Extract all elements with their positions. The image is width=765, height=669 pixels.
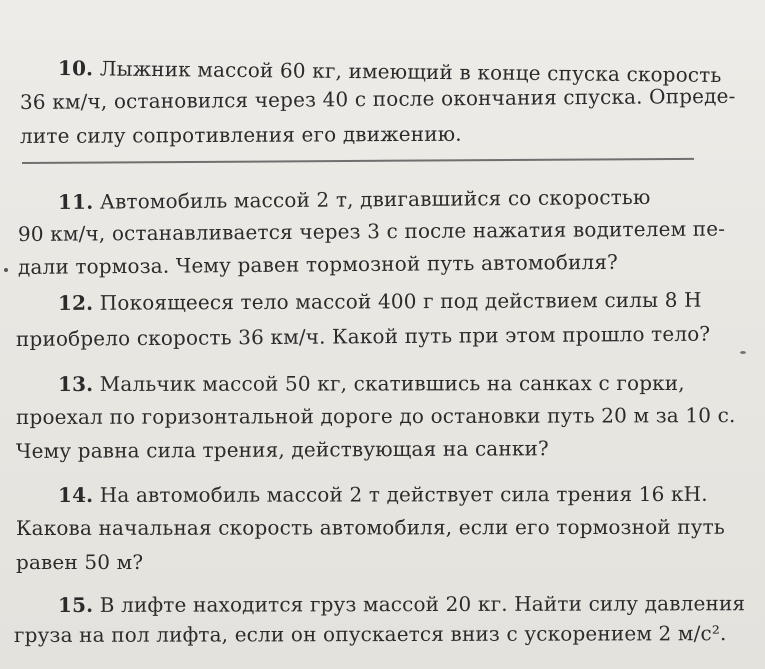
problem-10-line-3: лите силу сопротивления его движению.	[19, 121, 462, 148]
paper-speck	[740, 351, 746, 354]
problem-14-text-1: На автомобиль массой 2 т действует сила трения 16 кН.	[99, 481, 708, 507]
problem-15-number: 15.	[57, 592, 94, 617]
problem-13-number: 13.	[57, 371, 94, 396]
problem-14-line-1	[58, 482, 708, 507]
problem-14-line-2: Какова начальная скорость автомобиля, если его тормозной путь	[15, 514, 725, 540]
problem-14-number: 14.	[57, 482, 94, 507]
problem-10-line-1	[58, 56, 722, 87]
problem-13-line-1	[58, 371, 685, 396]
problem-12-number: 12.	[57, 290, 94, 315]
problem-14-line-3: равен 50 м?	[16, 550, 144, 574]
problem-11-line-1	[58, 185, 651, 214]
problem-10-number: 10.	[57, 56, 94, 81]
problem-12-text-1: Покоящееся тело массой 400 г под действием силы 8 Н	[99, 287, 702, 315]
problem-13-text-1: Мальчик массой 50 кг, скатившись на санках с горки,	[99, 370, 685, 396]
margin-dot	[4, 268, 8, 272]
problem-11-line-3: дали тормоза. Чему равен тормозной путь автомобиля?	[17, 249, 619, 279]
problem-15-line-2: груза на пол лифта, если он опускается вниз с ускорением 2 м/с².	[13, 621, 727, 647]
problem-12-line-1	[58, 288, 702, 315]
problem-12-line-2: приобрело скорость 36 км/ч. Какой путь при этом прошло тело?	[15, 321, 711, 351]
problem-10-line-2: 36 км/ч, остановился через 40 с после окончания спуска. Опреде-	[19, 83, 736, 114]
problem-13-line-2: проехал по горизонтальной дороге до остановки путь 20 м за 10 с.	[15, 403, 736, 429]
problem-10-text-1: Лыжник массой 60 кг, имеющий в конце спуска скорость	[99, 56, 722, 87]
problem-15-text-1: В лифте находится груз массой 20 кг. Найти силу давления	[99, 591, 746, 617]
section-divider	[22, 158, 694, 164]
problem-11-text-1: Автомобиль массой 2 т, двигавшийся со скоростью	[99, 184, 651, 214]
problem-15-line-1	[58, 591, 745, 617]
problem-13-line-3: Чему равна сила трения, действующая на санки?	[15, 436, 549, 463]
problem-11-number: 11.	[57, 189, 94, 214]
problem-11-line-2: 90 км/ч, останавливается через 3 с после нажатия водителем пе-	[17, 216, 726, 246]
